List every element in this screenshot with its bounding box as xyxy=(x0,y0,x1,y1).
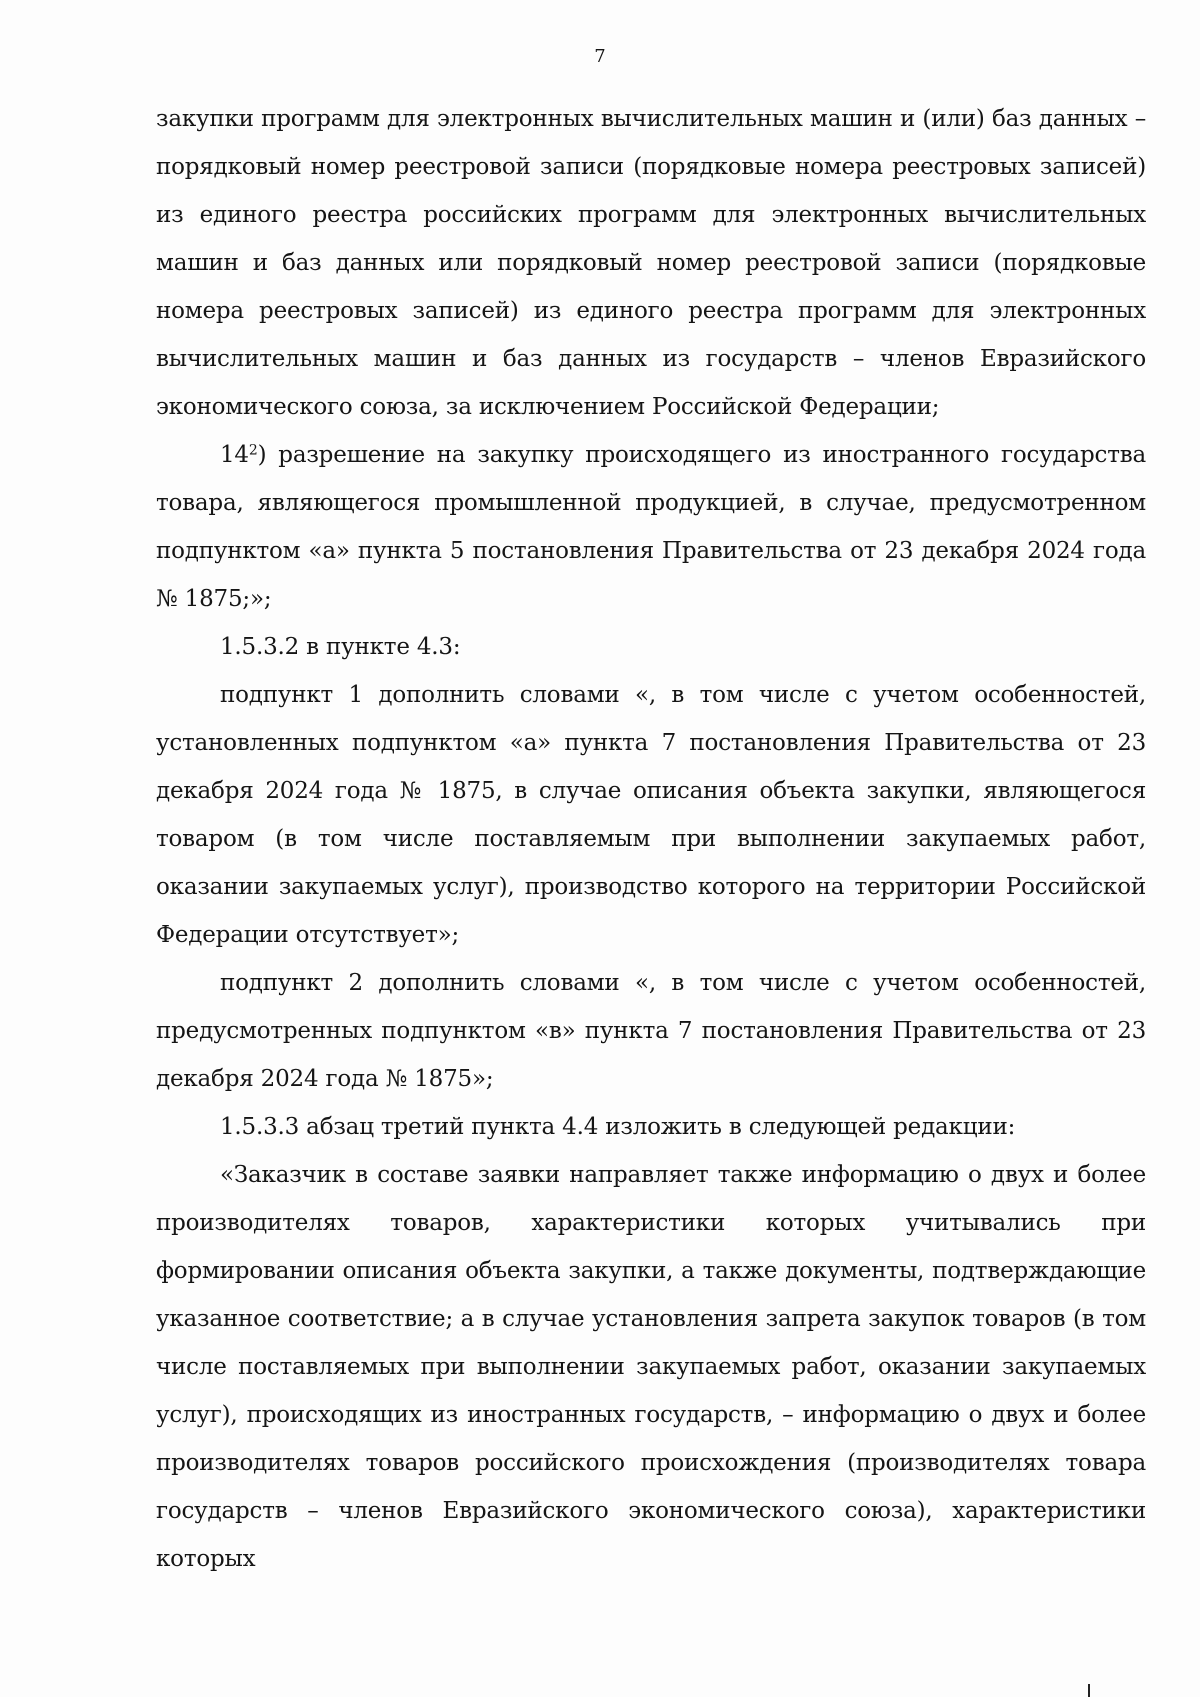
scan-mark xyxy=(1088,1684,1090,1697)
paragraph-item-14-2 xyxy=(156,431,1146,623)
paragraph-subitem-1: подпункт 1 дополнить словами «, в том числе с учетом особенностей, установленных подпунктом «а» пункта 7 постановления Правительства от 23 декабря 2024 года № 1875, в случае описания объекта закупки, являющегося товаром (в том числе поставляемым при выполнении закупаемых работ, оказании закупаемых услуг), производство которого на территории Российской Федерации отсутствует»; xyxy=(156,682,1146,948)
page-number: 7 xyxy=(594,46,606,67)
document-body xyxy=(156,95,1146,1583)
paragraph-1-5-3-3: 1.5.3.3 абзац третий пункта 4.4 изложить в следующей редакции: xyxy=(220,1114,1016,1140)
item-number: 14 xyxy=(220,442,249,468)
item-superscript: 2 xyxy=(248,442,258,459)
item-14-2-text: ) разрешение на закупку происходящего из иностранного государства товара, являющегося промышленной продукцией, в случае, предусмотренном подпунктом «а» пункта 5 постановления Правительства от 23 декабря 2024 года № 1875;»; xyxy=(156,442,1146,612)
paragraph-software-registry: закупки программ для электронных вычислительных машин и (или) баз данных – порядковый номер реестровой записи (порядковые номера реестровых записей) из единого реестра российских программ для электронных вычислительных машин и баз данных или порядковый номер реестровой записи (порядковые номера реестровых записей) из единого реестра программ для электронных вычислительных машин и баз данных из государств – членов Евразийского экономического союза, за исключением Российской Федерации; xyxy=(156,106,1146,420)
paragraph-1-5-3-2: 1.5.3.2 в пункте 4.3: xyxy=(220,634,461,660)
paragraph-customer-application: «Заказчик в составе заявки направляет также информацию о двух и более производителях товаров, характеристики которых учитывались при формировании описания объекта закупки, а также документы, подтверждающие указанное соответствие; а в случае установления запрета закупок товаров (в том числе поставляемых при выполнении закупаемых работ, оказании закупаемых услуг), происходящих из иностранных государств, – информацию о двух и более производителях товаров российского происхождения (производителях товара государств – членов Евразийского экономического союза), характеристики которых xyxy=(156,1162,1146,1572)
paragraph-subitem-2: подпункт 2 дополнить словами «, в том числе с учетом особенностей, предусмотренных подпунктом «в» пункта 7 постановления Правительства от 23 декабря 2024 года № 1875»; xyxy=(156,970,1146,1092)
